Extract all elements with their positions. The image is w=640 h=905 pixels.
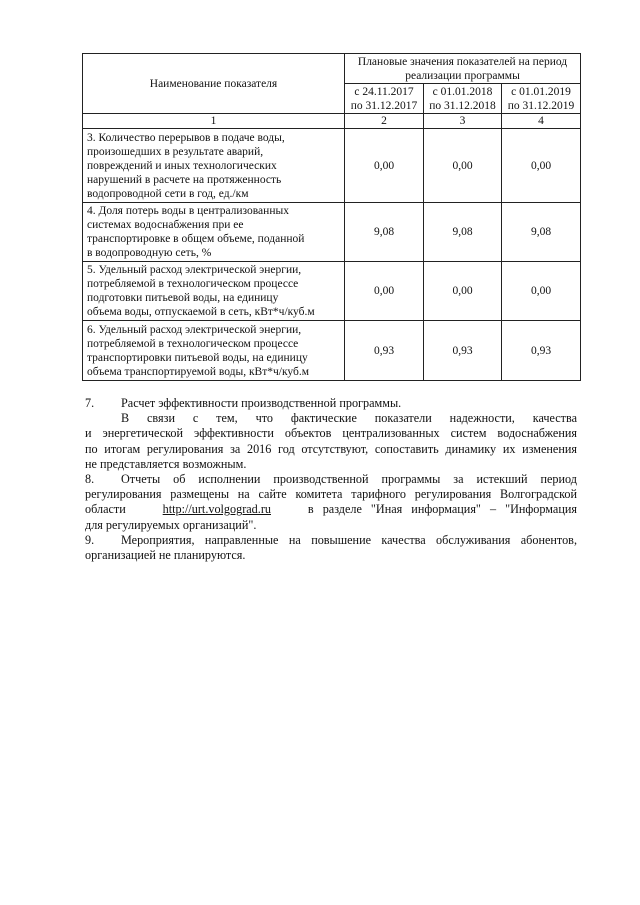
- header-period-1: [345, 84, 424, 114]
- indicator-line: 3. Количество перерывов в подаче воды,: [87, 131, 285, 144]
- section-7-heading: [85, 396, 577, 411]
- indicator-4-value-2018: 9,08: [424, 203, 502, 262]
- header-period-2: [424, 84, 502, 114]
- table-row: [83, 262, 581, 321]
- section-9-line-1: [85, 533, 577, 548]
- indicator-line: нарушений в расчете на протяженность: [87, 173, 282, 186]
- period-3-from: с 01.01.2019: [511, 85, 571, 98]
- period-2-from: с 01.01.2018: [432, 85, 493, 98]
- table-row: [83, 203, 581, 262]
- indicator-5-value-2017: 0,00: [345, 262, 424, 321]
- section-7-line-2: и энергетической эффективности объектов централизованных систем водоснабжения: [85, 426, 577, 441]
- indicator-6-value-2017: 0,93: [345, 321, 424, 381]
- indicator-line: потребляемой в технологическом процессе: [87, 337, 299, 350]
- section-8-text: Отчеты об исполнении производственной программы за истекший период: [121, 472, 577, 486]
- table-row: [83, 129, 581, 203]
- section-8-line-4: для регулируемых организаций".: [85, 517, 257, 532]
- section-7: [85, 396, 577, 472]
- indicator-4-value-2019: 9,08: [502, 203, 581, 262]
- col-number-3: 3: [424, 114, 502, 129]
- indicator-line: 6. Удельный расход электрической энергии,: [87, 323, 302, 336]
- indicator-line: водопроводной сети в год, ед./км: [87, 187, 249, 200]
- indicator-3-name: [83, 129, 345, 203]
- indicators-table: [82, 53, 581, 381]
- section-8-section-ref: в разделе "Иная информация" – "Информация: [307, 502, 577, 517]
- section-7-line-4: не представляется возможным.: [85, 456, 247, 471]
- indicator-line: в водопроводную сеть, %: [87, 247, 212, 259]
- period-1-to: по 31.12.2017: [350, 99, 418, 112]
- section-9-text: Мероприятия, направленные на повышение качества обслуживания абонентов,: [121, 533, 577, 547]
- section-7-number: 7.: [85, 396, 95, 410]
- col-number-1: 1: [83, 114, 345, 129]
- indicator-6-value-2019: 0,93: [502, 321, 581, 381]
- section-7-text: В связи с тем, что фактические показатели надежности, качества: [121, 411, 577, 426]
- period-1-from: с 24.11.2017: [354, 85, 414, 98]
- indicator-line: объема транспортируемой воды, кВт*ч/куб.м: [87, 365, 309, 378]
- indicator-6-name: [83, 321, 345, 381]
- indicator-line: потребляемой в технологическом процессе: [87, 278, 299, 290]
- indicator-line: подготовки питьевой воды, на единицу: [87, 292, 279, 304]
- section-7-line-1: [85, 411, 577, 426]
- section-9: [85, 533, 577, 563]
- header-planned-values: [345, 54, 581, 84]
- indicator-4-name: [83, 203, 345, 262]
- table-row: [83, 321, 581, 381]
- section-8-region: области: [85, 502, 126, 517]
- indicator-6-value-2018: 0,93: [424, 321, 502, 381]
- indicator-4-value-2017: 9,08: [345, 203, 424, 262]
- indicator-3-value-2019: 0,00: [502, 129, 581, 203]
- indicator-line: 5. Удельный расход электрической энергии,: [87, 264, 302, 276]
- indicator-5-name: [83, 262, 345, 321]
- section-9-line-2: организацией не планируются.: [85, 548, 246, 563]
- period-2-to: по 31.12.2018: [429, 99, 496, 112]
- indicator-line: повреждений и иных технологических: [87, 159, 277, 172]
- section-8-number: 8.: [85, 472, 95, 486]
- indicator-line: произошедших в результате аварий,: [87, 145, 264, 158]
- section-9-number: 9.: [85, 533, 95, 547]
- section-8-line-3: [85, 502, 577, 517]
- indicator-line: транспортировке в общем объеме, поданной: [87, 233, 305, 245]
- indicator-line: 4. Доля потерь воды в централизованных: [87, 205, 289, 217]
- col-number-4: 4: [502, 114, 581, 129]
- section-8-line-2: регулирования размещены на сайте комитета тарифного регулирования Волгоградской: [85, 487, 577, 502]
- indicator-3-value-2017: 0,00: [345, 129, 424, 203]
- period-3-to: по 31.12.2019: [507, 99, 575, 112]
- website-link[interactable]: http://urt.volgograd.ru: [162, 502, 271, 517]
- header-planned-line2: реализации программы: [405, 69, 520, 82]
- indicator-line: системах водоснабжения при ее: [87, 219, 244, 231]
- col-number-2: 2: [345, 114, 424, 129]
- indicator-line: объема воды, отпускаемой в сеть, кВт*ч/куб.м: [87, 306, 315, 318]
- section-8-line-1: [85, 472, 577, 487]
- indicator-line: транспортировки питьевой воды, на единицу: [87, 351, 308, 364]
- indicator-5-value-2018: 0,00: [424, 262, 502, 321]
- header-indicator-name: Наименование показателя: [83, 54, 345, 114]
- section-7-title: Расчет эффективности производственной программы.: [121, 396, 402, 410]
- indicator-5-value-2019: 0,00: [502, 262, 581, 321]
- header-planned-line1: Плановые значения показателей на период: [357, 55, 568, 68]
- section-7-line-3: по итогам регулирования за 2016 год отсутствуют, сопоставить динамику их изменения: [85, 441, 577, 456]
- header-period-3: [502, 84, 581, 114]
- section-8: [85, 472, 577, 533]
- indicator-3-value-2018: 0,00: [424, 129, 502, 203]
